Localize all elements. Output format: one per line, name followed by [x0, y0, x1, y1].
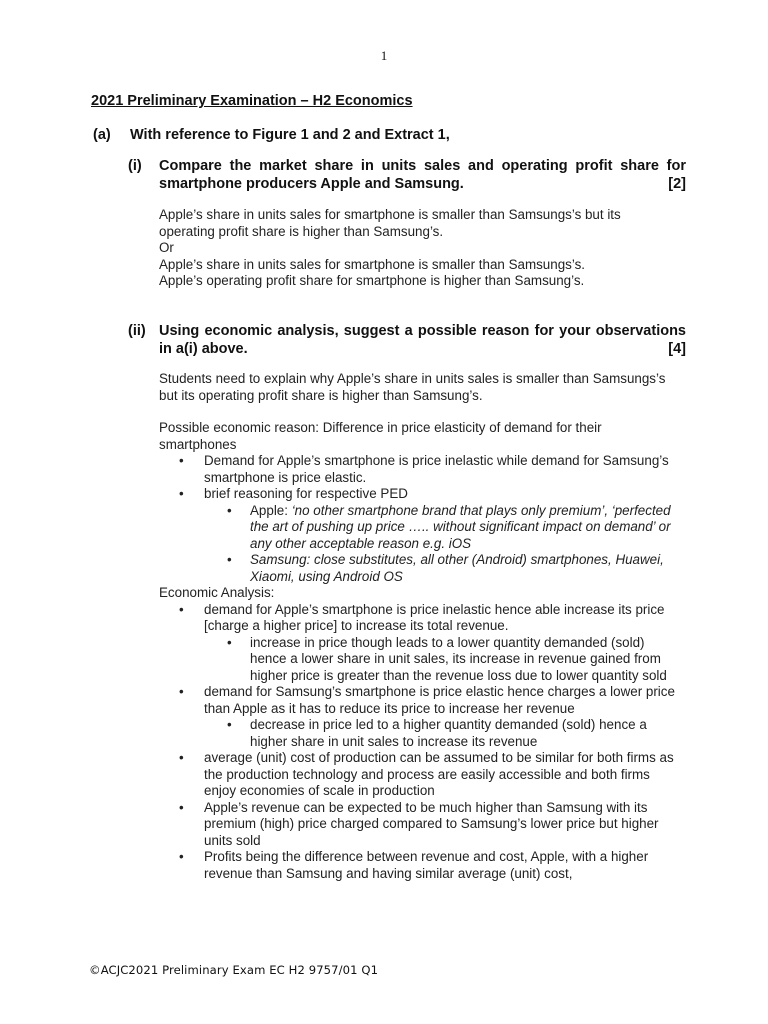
- part-a-label: (a): [93, 127, 111, 143]
- answer-i-line: Or: [159, 240, 174, 255]
- list-item: • brief reasoning for respective PED: [179, 486, 408, 501]
- bullet-icon: •: [179, 799, 184, 815]
- analysis-heading: Economic Analysis:: [159, 585, 275, 600]
- bullet-icon: •: [227, 502, 232, 518]
- list-item: • demand for Apple’s smartphone is price inelastic hence able increase its price [charge a higher price] to increase its total revenue.: [179, 601, 665, 633]
- list-item: • Profits being the difference between revenue and cost, Apple, with a higher revenue than Samsung and having similar average (unit) cost,: [179, 849, 649, 881]
- answer-ii-intro: Students need to explain why Apple’s share in units sales is smaller than Samsungs’s but its operating profit share is higher than Samsung’s.: [159, 371, 666, 403]
- analysis-list: [159, 602, 679, 883]
- answer-i-line: Apple’s operating profit share for smartphone is higher than Samsung’s.: [159, 273, 585, 288]
- list-item: • increase in price though leads to a lower quantity demanded (sold) hence a lower share in unit sales, its increase in revenue gained from higher price is greater than the revenue loss due to lower quantity sold: [227, 634, 667, 683]
- list-item: • Apple: ‘no other smartphone brand that plays only premium’, ‘perfected the art of pushing up price ….. without significant impact on demand’ or any other acceptable reason e.g. iOS: [227, 502, 671, 551]
- answer-i: [159, 207, 679, 290]
- bullet-icon: •: [179, 453, 184, 468]
- question-i-label: (i): [128, 158, 142, 174]
- part-a-heading: [93, 127, 450, 143]
- list-item: • Apple’s revenue can be expected to be much higher than Samsung with its premium (high) price charged compared to Samsung’s lower price but higher units sold: [179, 799, 659, 848]
- answer-i-line: Apple’s share in units sales for smartphone is smaller than Samsungs’s but its operating profit share is higher than Samsung’s.: [159, 207, 621, 239]
- question-ii-text: Using economic analysis, suggest a possible reason for your observations in a(i) above.: [159, 323, 686, 357]
- page-number: 1: [380, 48, 388, 63]
- part-a-text: With reference to Figure 1 and 2 and Extract 1,: [130, 127, 450, 143]
- list-item: • average (unit) cost of production can be assumed to be similar for both firms as the production technology and process are easily accessible and both firms enjoy economies of scale in production: [179, 750, 674, 798]
- question-ii-marks: [4]: [668, 341, 686, 357]
- bullet-icon: •: [179, 601, 184, 617]
- question-ii: [128, 322, 686, 358]
- list-item: • decrease in price led to a higher quantity demanded (sold) hence a higher share in unit sales to increase its revenue: [227, 717, 647, 749]
- question-i-text: Compare the market share in units sales and operating profit share for smartphone producers Apple and Samsung.: [159, 158, 686, 192]
- bullet-icon: •: [179, 849, 184, 864]
- question-i: [128, 157, 686, 193]
- answer-ii-body: [159, 420, 679, 882]
- question-ii-label: (ii): [128, 323, 146, 339]
- bullet-icon: •: [179, 486, 184, 501]
- bullet-icon: •: [227, 717, 232, 732]
- bullet-icon: •: [227, 634, 232, 650]
- list-item: • demand for Samsung’s smartphone is price elastic hence charges a lower price than Apple as it has to reduce its price to increase her revenue: [179, 684, 675, 716]
- question-i-marks: [2]: [668, 176, 686, 192]
- list-item: • Samsung: close substitutes, all other (Android) smartphones, Huawei, Xiaomi, using Android OS: [227, 552, 664, 584]
- bullet-icon: •: [227, 552, 232, 567]
- footer: ©ACJC2021 Preliminary Exam EC H2 9757/01 Q1: [89, 963, 379, 977]
- answer-i-line: Apple’s share in units sales for smartphone is smaller than Samsungs’s.: [159, 256, 585, 272]
- reason-heading: Possible economic reason: Difference in price elasticity of demand for their smartphones: [159, 420, 602, 452]
- bullet-icon: •: [179, 684, 184, 699]
- reason-list: [159, 453, 679, 585]
- list-item: • Demand for Apple’s smartphone is price inelastic while demand for Samsung’s smartphone is price elastic.: [179, 453, 669, 485]
- page-title: 2021 Preliminary Examination – H2 Economics: [91, 93, 413, 109]
- bullet-icon: •: [179, 750, 184, 765]
